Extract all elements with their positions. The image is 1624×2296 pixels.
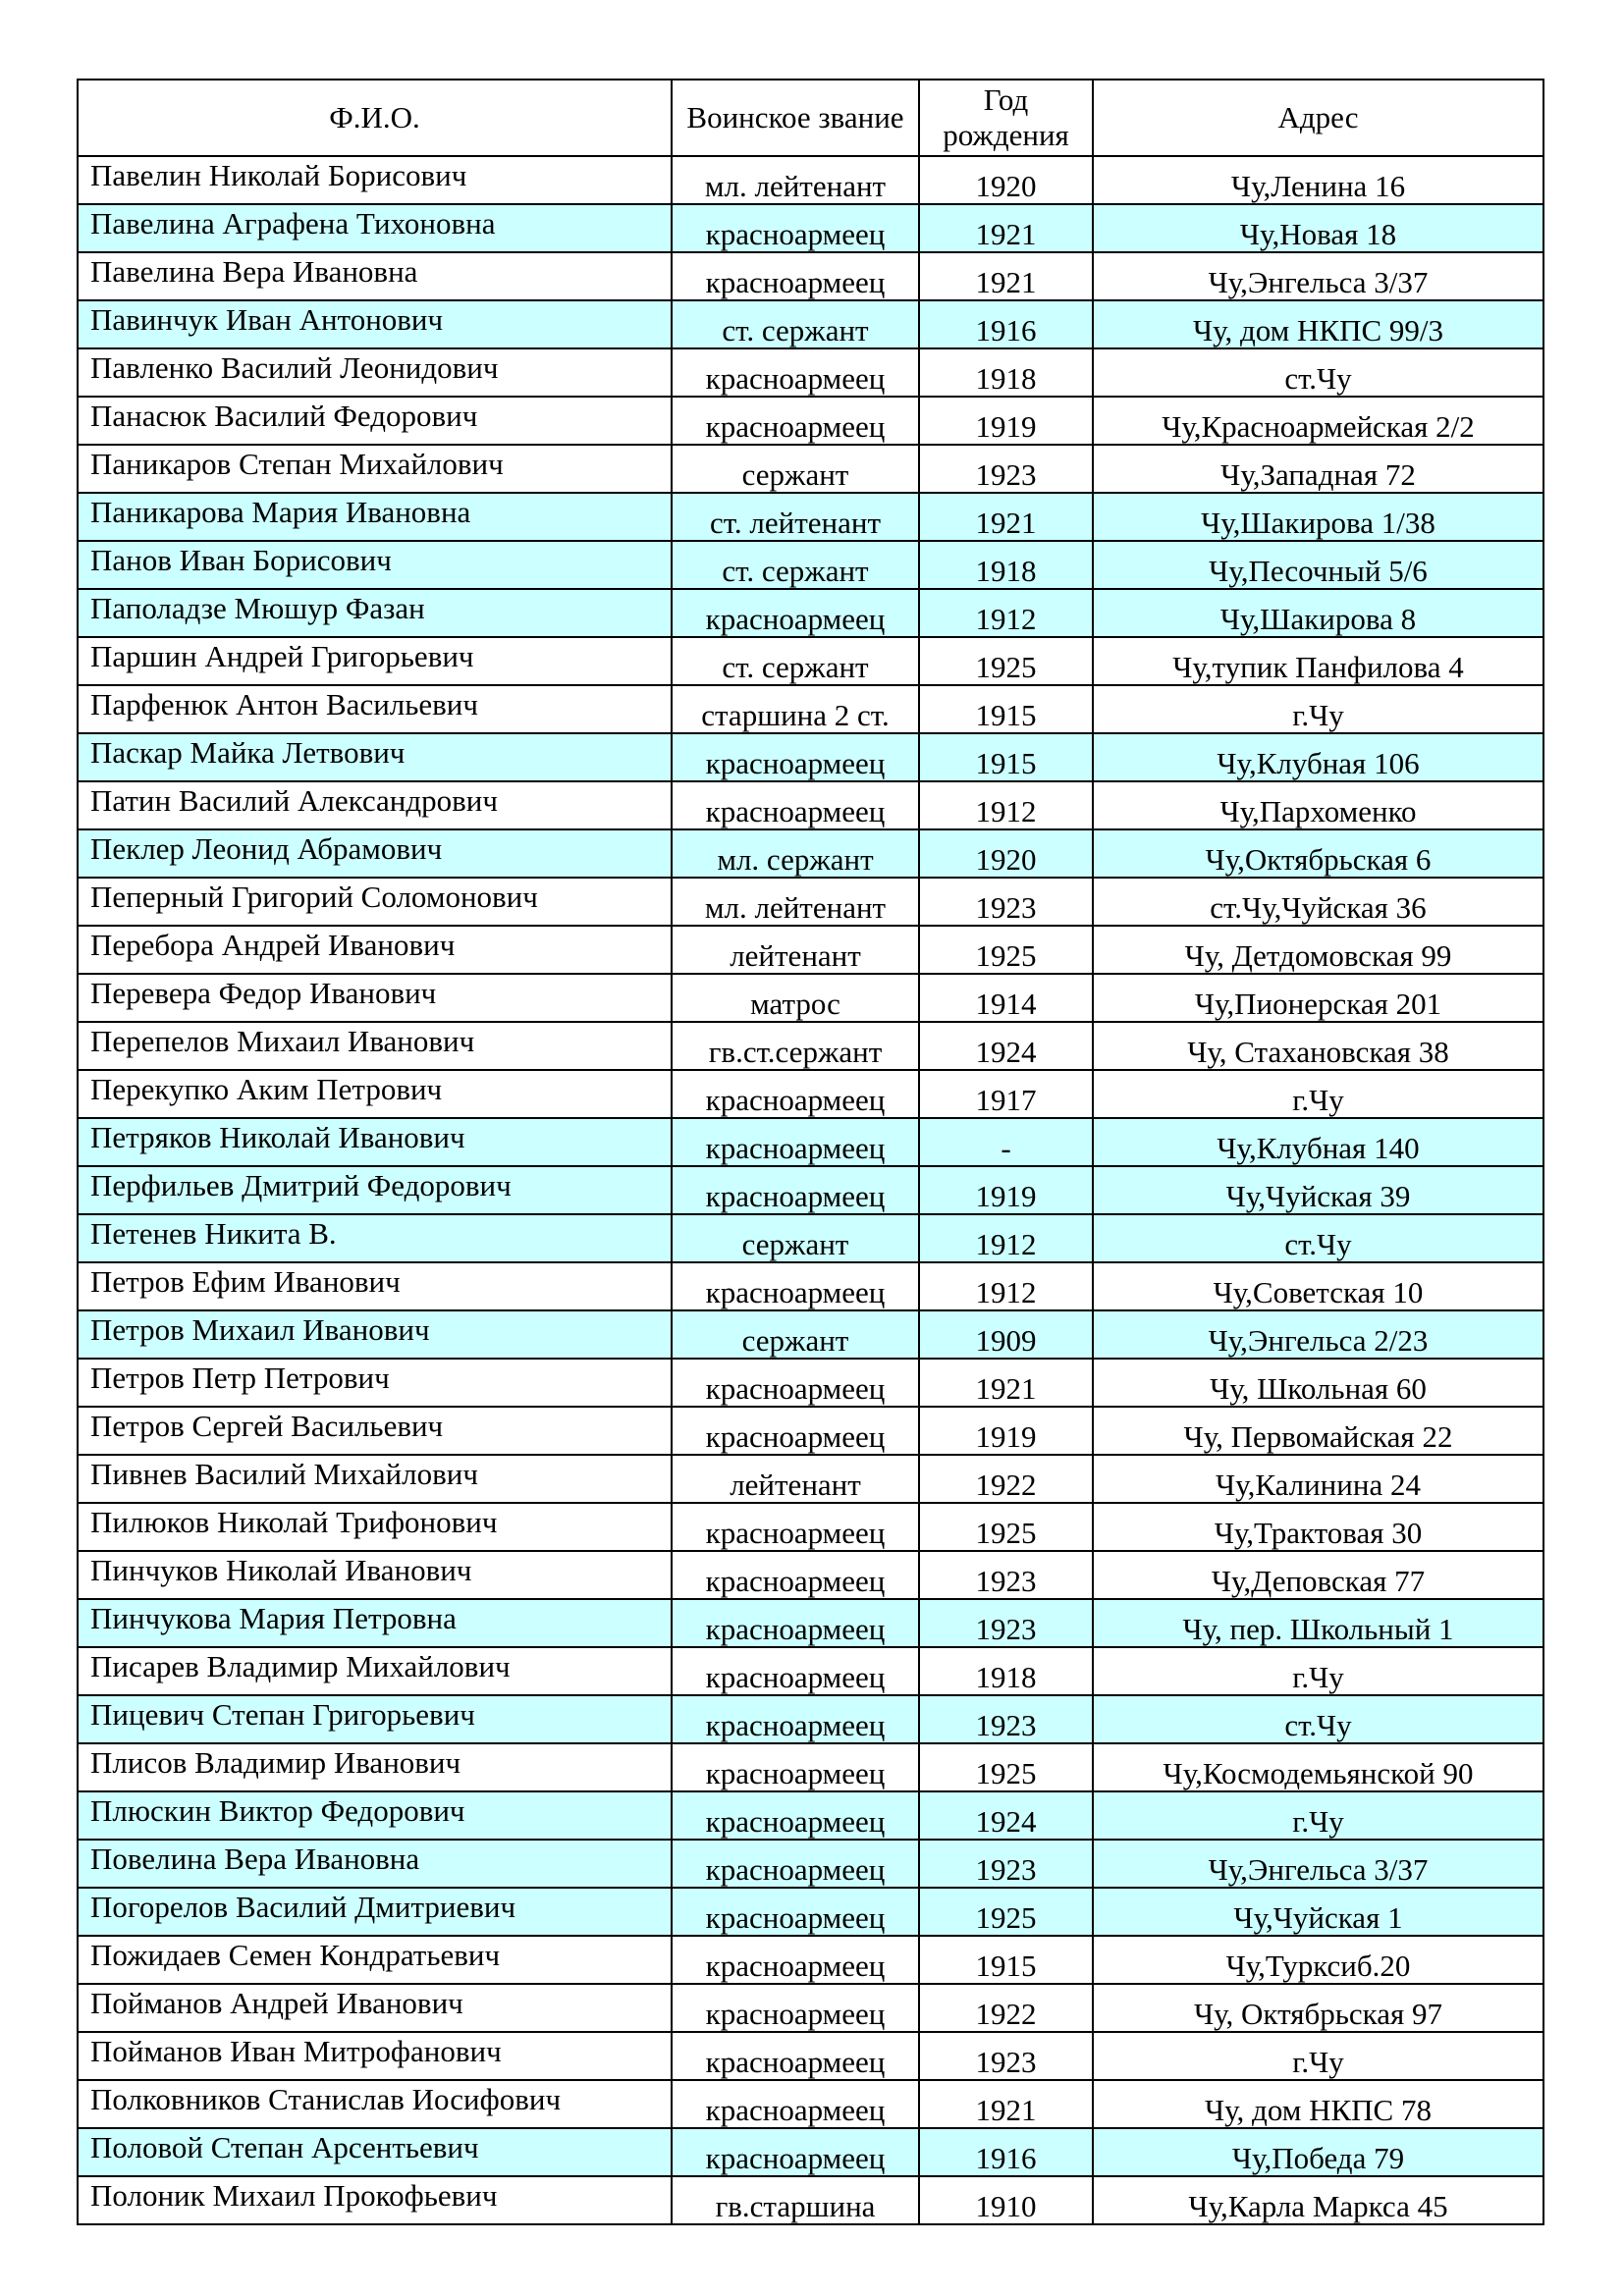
cell-address: Чу,Шакирова 1/38 xyxy=(1093,493,1543,541)
cell-rank: красноармеец xyxy=(672,1262,919,1310)
table-row xyxy=(78,926,1543,974)
cell-year: 1912 xyxy=(919,1262,1093,1310)
table-header xyxy=(78,80,1543,156)
cell-name: Перепелов Михаил Иванович xyxy=(78,1022,672,1070)
cell-address: Чу,Новая 18 xyxy=(1093,204,1543,252)
cell-rank: красноармеец xyxy=(672,1166,919,1214)
cell-address: Чу,Победа 79 xyxy=(1093,2128,1543,2176)
table-row xyxy=(78,397,1543,445)
cell-name: Пивнев Василий Михайлович xyxy=(78,1455,672,1503)
cell-year: - xyxy=(919,1118,1093,1166)
cell-year: 1909 xyxy=(919,1310,1093,1359)
header-year: Год рождения xyxy=(919,80,1093,156)
cell-address: Чу,Карла Маркса 45 xyxy=(1093,2176,1543,2224)
cell-name: Паникаров Степан Михайлович xyxy=(78,445,672,493)
cell-rank: лейтенант xyxy=(672,926,919,974)
table-row xyxy=(78,1262,1543,1310)
cell-year: 1920 xyxy=(919,156,1093,204)
cell-year: 1922 xyxy=(919,1455,1093,1503)
table-row xyxy=(78,878,1543,926)
cell-address: Чу,Клубная 106 xyxy=(1093,733,1543,781)
cell-rank: красноармеец xyxy=(672,2128,919,2176)
cell-year: 1923 xyxy=(919,1840,1093,1888)
cell-year: 1923 xyxy=(919,1551,1093,1599)
cell-year: 1924 xyxy=(919,1022,1093,1070)
cell-year: 1922 xyxy=(919,1984,1093,2032)
cell-year: 1921 xyxy=(919,493,1093,541)
table-row xyxy=(78,1503,1543,1551)
table-row xyxy=(78,1840,1543,1888)
cell-rank: красноармеец xyxy=(672,1118,919,1166)
cell-year: 1914 xyxy=(919,974,1093,1022)
cell-address: Чу, Детдомовская 99 xyxy=(1093,926,1543,974)
cell-address: Чу,Космодемьянской 90 xyxy=(1093,1743,1543,1791)
cell-address: Чу,Пархоменко xyxy=(1093,781,1543,829)
cell-rank: красноармеец xyxy=(672,589,919,637)
table-row xyxy=(78,300,1543,348)
cell-address: г.Чу xyxy=(1093,1791,1543,1840)
cell-rank: матрос xyxy=(672,974,919,1022)
cell-year: 1923 xyxy=(919,878,1093,926)
header-address: Адрес xyxy=(1093,80,1543,156)
cell-name: Полковников Станислав Иосифович xyxy=(78,2080,672,2128)
table-row xyxy=(78,685,1543,733)
table-row xyxy=(78,1455,1543,1503)
cell-name: Пинчуков Николай Иванович xyxy=(78,1551,672,1599)
cell-address: ст.Чу xyxy=(1093,348,1543,397)
table-row xyxy=(78,1888,1543,1936)
cell-year: 1915 xyxy=(919,1936,1093,1984)
table-row xyxy=(78,1359,1543,1407)
cell-name: Пинчукова Мария Петровна xyxy=(78,1599,672,1647)
cell-rank: красноармеец xyxy=(672,1743,919,1791)
cell-name: Повелина Вера Ивановна xyxy=(78,1840,672,1888)
table-body xyxy=(78,156,1543,2224)
cell-name: Петров Ефим Иванович xyxy=(78,1262,672,1310)
cell-name: Павинчук Иван Антонович xyxy=(78,300,672,348)
table-row xyxy=(78,1407,1543,1455)
cell-address: Чу, Первомайская 22 xyxy=(1093,1407,1543,1455)
cell-year: 1925 xyxy=(919,1503,1093,1551)
cell-address: Чу, дом НКПС 99/3 xyxy=(1093,300,1543,348)
table-row xyxy=(78,2080,1543,2128)
cell-name: Паникарова Мария Ивановна xyxy=(78,493,672,541)
cell-rank: ст. сержант xyxy=(672,541,919,589)
cell-rank: красноармеец xyxy=(672,1599,919,1647)
cell-address: Чу,Энгельса 3/37 xyxy=(1093,252,1543,300)
cell-year: 1918 xyxy=(919,1647,1093,1695)
table-row xyxy=(78,974,1543,1022)
cell-name: Пожидаев Семен Кондратьевич xyxy=(78,1936,672,1984)
cell-name: Панасюк Василий Федорович xyxy=(78,397,672,445)
cell-name: Петров Михаил Иванович xyxy=(78,1310,672,1359)
cell-year: 1915 xyxy=(919,685,1093,733)
cell-address: ст.Чу xyxy=(1093,1214,1543,1262)
table-row xyxy=(78,1599,1543,1647)
cell-name: Паскар Майка Летвович xyxy=(78,733,672,781)
cell-rank: ст. сержант xyxy=(672,300,919,348)
cell-address: Чу,Чуйская 39 xyxy=(1093,1166,1543,1214)
cell-rank: красноармеец xyxy=(672,781,919,829)
cell-rank: красноармеец xyxy=(672,1359,919,1407)
cell-rank: сержант xyxy=(672,445,919,493)
cell-name: Перфильев Дмитрий Федорович xyxy=(78,1166,672,1214)
cell-year: 1921 xyxy=(919,2080,1093,2128)
cell-year: 1925 xyxy=(919,1888,1093,1936)
table-row xyxy=(78,1695,1543,1743)
cell-rank: старшина 2 ст. xyxy=(672,685,919,733)
cell-rank: красноармеец xyxy=(672,252,919,300)
cell-rank: красноармеец xyxy=(672,1551,919,1599)
cell-year: 1915 xyxy=(919,733,1093,781)
cell-name: Панов Иван Борисович xyxy=(78,541,672,589)
cell-address: Чу,Трактовая 30 xyxy=(1093,1503,1543,1551)
cell-address: Чу,Советская 10 xyxy=(1093,1262,1543,1310)
cell-rank: красноармеец xyxy=(672,1070,919,1118)
cell-rank: красноармеец xyxy=(672,1936,919,1984)
cell-address: Чу, Октябрьская 97 xyxy=(1093,1984,1543,2032)
cell-address: Чу, Школьная 60 xyxy=(1093,1359,1543,1407)
table-row xyxy=(78,445,1543,493)
cell-rank: красноармеец xyxy=(672,397,919,445)
cell-address: г.Чу xyxy=(1093,2032,1543,2080)
cell-name: Плюскин Виктор Федорович xyxy=(78,1791,672,1840)
cell-year: 1916 xyxy=(919,2128,1093,2176)
cell-year: 1919 xyxy=(919,397,1093,445)
cell-address: Чу,Турксиб.20 xyxy=(1093,1936,1543,1984)
cell-year: 1921 xyxy=(919,252,1093,300)
table-row xyxy=(78,733,1543,781)
cell-address: Чу,Шакирова 8 xyxy=(1093,589,1543,637)
table-row xyxy=(78,1791,1543,1840)
cell-rank: красноармеец xyxy=(672,2032,919,2080)
cell-name: Петров Сергей Васильевич xyxy=(78,1407,672,1455)
cell-name: Плисов Владимир Иванович xyxy=(78,1743,672,1791)
cell-rank: сержант xyxy=(672,1214,919,1262)
cell-rank: красноармеец xyxy=(672,1647,919,1695)
cell-address: Чу,Деповская 77 xyxy=(1093,1551,1543,1599)
personnel-table xyxy=(77,79,1544,2225)
cell-name: Писарев Владимир Михайлович xyxy=(78,1647,672,1695)
table-row xyxy=(78,348,1543,397)
cell-address: Чу,Песочный 5/6 xyxy=(1093,541,1543,589)
cell-name: Парфенюк Антон Васильевич xyxy=(78,685,672,733)
cell-year: 1918 xyxy=(919,541,1093,589)
table-row xyxy=(78,829,1543,878)
table-row xyxy=(78,1743,1543,1791)
cell-name: Пицевич Степан Григорьевич xyxy=(78,1695,672,1743)
cell-address: Чу,Ленина 16 xyxy=(1093,156,1543,204)
cell-address: Чу,Энгельса 2/23 xyxy=(1093,1310,1543,1359)
cell-rank: красноармеец xyxy=(672,1407,919,1455)
cell-name: Половой Степан Арсентьевич xyxy=(78,2128,672,2176)
cell-year: 1925 xyxy=(919,926,1093,974)
table-row xyxy=(78,156,1543,204)
table-row xyxy=(78,781,1543,829)
cell-rank: красноармеец xyxy=(672,1840,919,1888)
cell-rank: мл. лейтенант xyxy=(672,156,919,204)
cell-address: г.Чу xyxy=(1093,1647,1543,1695)
cell-name: Пеперный Григорий Соломонович xyxy=(78,878,672,926)
cell-address: ст.Чу xyxy=(1093,1695,1543,1743)
cell-address: Чу,Калинина 24 xyxy=(1093,1455,1543,1503)
cell-rank: сержант xyxy=(672,1310,919,1359)
cell-year: 1912 xyxy=(919,1214,1093,1262)
cell-year: 1925 xyxy=(919,637,1093,685)
cell-year: 1923 xyxy=(919,1599,1093,1647)
table-row xyxy=(78,1936,1543,1984)
cell-address: Чу,тупик Панфилова 4 xyxy=(1093,637,1543,685)
cell-name: Полоник Михаил Прокофьевич xyxy=(78,2176,672,2224)
cell-year: 1910 xyxy=(919,2176,1093,2224)
cell-name: Павленко Василий Леонидович xyxy=(78,348,672,397)
cell-name: Петряков Николай Иванович xyxy=(78,1118,672,1166)
cell-rank: красноармеец xyxy=(672,1695,919,1743)
cell-address: Чу,Пионерская 201 xyxy=(1093,974,1543,1022)
cell-name: Погорелов Василий Дмитриевич xyxy=(78,1888,672,1936)
cell-name: Патин Василий Александрович xyxy=(78,781,672,829)
cell-address: Чу,Клубная 140 xyxy=(1093,1118,1543,1166)
cell-address: Чу,Чуйская 1 xyxy=(1093,1888,1543,1936)
cell-year: 1923 xyxy=(919,445,1093,493)
table-row xyxy=(78,541,1543,589)
cell-rank: красноармеец xyxy=(672,1888,919,1936)
cell-year: 1923 xyxy=(919,2032,1093,2080)
cell-address: Чу,Октябрьская 6 xyxy=(1093,829,1543,878)
table-row xyxy=(78,2176,1543,2224)
cell-name: Перекупко Аким Петрович xyxy=(78,1070,672,1118)
cell-rank: красноармеец xyxy=(672,733,919,781)
cell-address: Чу, Стахановская 38 xyxy=(1093,1022,1543,1070)
cell-address: Чу,Энгельса 3/37 xyxy=(1093,1840,1543,1888)
cell-rank: гв.ст.сержант xyxy=(672,1022,919,1070)
cell-name: Пойманов Андрей Иванович xyxy=(78,1984,672,2032)
cell-rank: красноармеец xyxy=(672,348,919,397)
cell-address: г.Чу xyxy=(1093,685,1543,733)
table-row xyxy=(78,1022,1543,1070)
cell-address: Чу, пер. Школьный 1 xyxy=(1093,1599,1543,1647)
cell-address: Чу,Красноармейская 2/2 xyxy=(1093,397,1543,445)
cell-year: 1912 xyxy=(919,589,1093,637)
table-row xyxy=(78,493,1543,541)
table-row xyxy=(78,1984,1543,2032)
cell-year: 1917 xyxy=(919,1070,1093,1118)
cell-year: 1912 xyxy=(919,781,1093,829)
table-row xyxy=(78,1118,1543,1166)
table-row xyxy=(78,1551,1543,1599)
table-row xyxy=(78,637,1543,685)
table-row xyxy=(78,1647,1543,1695)
cell-year: 1918 xyxy=(919,348,1093,397)
cell-year: 1920 xyxy=(919,829,1093,878)
header-name: Ф.И.О. xyxy=(78,80,672,156)
cell-name: Паполадзе Мюшур Фазан xyxy=(78,589,672,637)
cell-year: 1916 xyxy=(919,300,1093,348)
cell-name: Пойманов Иван Митрофанович xyxy=(78,2032,672,2080)
cell-year: 1921 xyxy=(919,1359,1093,1407)
cell-address: Чу,Западная 72 xyxy=(1093,445,1543,493)
cell-year: 1919 xyxy=(919,1407,1093,1455)
cell-name: Паршин Андрей Григорьевич xyxy=(78,637,672,685)
cell-rank: ст. сержант xyxy=(672,637,919,685)
cell-address: ст.Чу,Чуйская 36 xyxy=(1093,878,1543,926)
cell-rank: гв.старшина xyxy=(672,2176,919,2224)
cell-rank: мл. лейтенант xyxy=(672,878,919,926)
cell-year: 1919 xyxy=(919,1166,1093,1214)
table-row xyxy=(78,1214,1543,1262)
cell-name: Петров Петр Петрович xyxy=(78,1359,672,1407)
cell-address: г.Чу xyxy=(1093,1070,1543,1118)
table-row xyxy=(78,1166,1543,1214)
table-row xyxy=(78,204,1543,252)
cell-rank: лейтенант xyxy=(672,1455,919,1503)
cell-name: Пилюков Николай Трифонович xyxy=(78,1503,672,1551)
cell-year: 1923 xyxy=(919,1695,1093,1743)
cell-rank: красноармеец xyxy=(672,1503,919,1551)
cell-address: Чу, дом НКПС 78 xyxy=(1093,2080,1543,2128)
cell-name: Перевера Федор Иванович xyxy=(78,974,672,1022)
cell-name: Перебора Андрей Иванович xyxy=(78,926,672,974)
cell-name: Павелина Аграфена Тихоновна xyxy=(78,204,672,252)
cell-name: Петенев Никита В. xyxy=(78,1214,672,1262)
table-row xyxy=(78,1070,1543,1118)
cell-year: 1925 xyxy=(919,1743,1093,1791)
table-row xyxy=(78,589,1543,637)
cell-name: Павелин Николай Борисович xyxy=(78,156,672,204)
cell-rank: красноармеец xyxy=(672,2080,919,2128)
cell-rank: красноармеец xyxy=(672,1984,919,2032)
cell-rank: красноармеец xyxy=(672,204,919,252)
table-row xyxy=(78,252,1543,300)
header-rank: Воинское звание xyxy=(672,80,919,156)
header-row xyxy=(78,80,1543,156)
table-row xyxy=(78,1310,1543,1359)
table-row xyxy=(78,2128,1543,2176)
table-row xyxy=(78,2032,1543,2080)
cell-year: 1921 xyxy=(919,204,1093,252)
cell-rank: мл. сержант xyxy=(672,829,919,878)
cell-name: Павелина Вера Ивановна xyxy=(78,252,672,300)
cell-rank: красноармеец xyxy=(672,1791,919,1840)
cell-name: Пеклер Леонид Абрамович xyxy=(78,829,672,878)
cell-year: 1924 xyxy=(919,1791,1093,1840)
cell-rank: ст. лейтенант xyxy=(672,493,919,541)
